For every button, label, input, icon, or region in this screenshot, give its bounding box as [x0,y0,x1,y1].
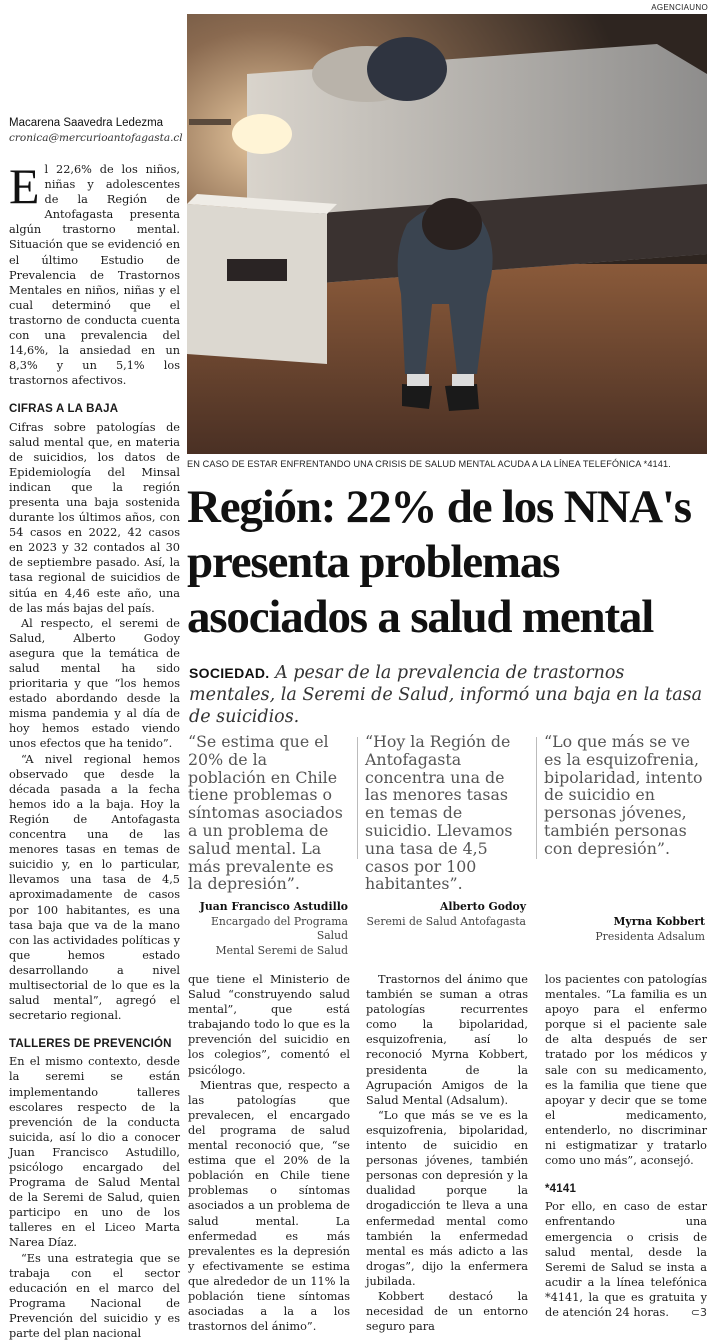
body-paragraph: En el mismo contexto, desde la seremi se están implementando talleres escolares respecto de la prevención de la conducta suicida, así lo dio a conocer Juan Francisco Astudillo, psicólogo encargado del Programa de Salud Mental de la Seremi de Salud, quien participo en uno de los talleres en el Liceo Marta Narea Díaz. [9,1055,180,1250]
quote-name: Alberto Godoy [440,900,526,913]
body-paragraph: Kobbert destacó la necesidad de un entorno seguro para [366,1289,528,1334]
subhead-talleres: TALLERES DE PREVENCIÓN [9,1038,172,1051]
pull-quote-1: “Se estima que el 20% de la población en Chile tiene problemas o síntomas asociados a un problema de salud mental. La más prevalente es la depresión”. [188,732,343,894]
dek [189,662,709,728]
body-paragraph: “Lo que más se ve es la esquizofrenia, bipolaridad, intento de suicidio en personas jóvenes, también personas con depresión y la dualidad porque la drogadicción te lleva a una enfermedad mental como también la enfermedad mental es más adicto a las drogas”, dijo la enfermera jubilada. [366,1108,528,1288]
photo-caption: EN CASO DE ESTAR ENFRENTANDO UNA CRISIS DE SALUD MENTAL ACUDA A LA LÍNEA TELEFÓNICA *4141. [187,459,671,469]
left-column [9,158,180,1341]
bedroom-photo-illustration [187,14,707,454]
body-paragraph: Al respecto, el seremi de Salud, Alberto Godoy asegura que la temática de salud mental ha sido prioritaria y que “los hemos estado abordando desde la misma pandemia y al día de hoy hemos estado viendo unos efectos que ha tenido”. [9,616,180,751]
author-email[interactable]: cronica@mercurioantofagasta.cl [9,132,183,144]
author-name: Macarena Saavedra Ledezma [9,117,164,129]
body-column-3 [366,972,528,1334]
body-paragraph: que tiene el Ministerio de Salud “construyendo salud mental”, que está trabajando todo lo que es la prevención del suicidio en los colegios”, comentó el psicólogo. [188,973,350,1077]
quote-divider [536,737,537,859]
quote-name: Myrna Kobbert [613,915,705,928]
pull-quote-2: “Hoy la Región de Antofagasta concentra una de las menores tasas en temas de suicidio. Llevamos una tasa de 4,5 casos por 100 habitantes”. [365,732,513,894]
body-paragraph: Mientras que, respecto a las patologías que prevalecen, el encargado del programa de salud mental reconoció que, “se estima que el 20% de la población en Chile tiene problemas o síntomas asociados a un problema de salud mental. La enfermedad es más prevalentes es la depresión y efectivamente se estima que alrededor de un 11% la población tiene síntomas asociadas a la a los trastornos del ánimo”. [188,1078,350,1334]
dek-text: A pesar de la prevalencia de trastornos mentales, la Seremi de Salud, informó una baja en la tasa de suicidios. [189,663,703,727]
quote-role: Encargado del Programa Salud [211,914,348,942]
headline: Región: 22% de los NNA's presenta problemas asociados a salud mental [187,481,691,643]
quote-attribution-3 [540,915,705,944]
body-column-2 [188,972,350,1334]
body-paragraph: “Es una estrategia que se trabaja con el sector educación en el marco del Programa Nacional de Prevención del suicidio y es parte del plan nacional [9,1251,180,1341]
body-paragraph: Por ello, en caso de estar enfrentando una emergencia o crisis de salud mental, desde la Seremi de Salud se insta a acudir a la línea telefónica *4141, la que es gratuita y de atención 24 horas. ⊂3 [545,1200,707,1319]
end-mark-icon: ⊂3 [690,1305,707,1319]
quote-role: Seremi de Salud Antofagasta [366,914,526,928]
body-paragraph: “A nivel regional hemos observado que desde la década pasada a la fecha hemos ido a la baja. Hoy la Región de Antofagasta concentra una de las menores tasas en temas de suicidio y, en lo particular, llevamos una tasa de 4,5 aproximadamente de casos por 100 habitantes, es una tasa baja que va de la mano con las actividades políticas y que hemos estado desarrollando a nivel multisectorial de lo que es la salud mental”, agregó el secretario regional. [9,752,180,1023]
body-column-4 [545,972,707,1320]
quote-name: Juan Francisco Astudillo [199,900,348,913]
quote-role: Presidenta Adsalum [595,929,705,943]
article-photo [187,14,707,454]
quote-divider [357,737,358,859]
photo-credit: AGENCIAUNO [651,3,708,12]
quote-attribution-2 [361,900,526,929]
dropcap: E [9,158,40,214]
byline [9,117,183,144]
section-tag: SOCIEDAD. [189,665,270,681]
quote-attribution-1 [183,900,348,958]
subhead-cifras: CIFRAS A LA BAJA [9,403,119,416]
subhead-4141: *4141 [545,1183,577,1196]
intro-paragraph: El 22,6% de los niños, niñas y adolescentes de la Región de Antofagasta presenta algún trastorno mental. Situación que se evidenció en el último Estudio de Prevalencia de Trastornos Mentales en niños, niñas y el cual determinó que el trastorno de conducta cuenta con una prevalencia del 14,6%, la ansiedad en un 8,3% y un 5,1% los trastornos afectivos. [9,158,180,388]
body-paragraph: los pacientes con patologías mentales. “La familia es un apoyo para el enfermo porque si el paciente sale de alta después de ser tratado por los médicos y sale con su medicamento, es la familia que tiene que apoyar y decir que se tome el medicamento, entenderlo, no discriminar ni estigmatizar y tratarlo como uno más”, aconsejó. [545,973,707,1168]
pull-quote-3: “Lo que más se ve es la esquizofrenia, bipolaridad, intento de suicidio en personas jóvenes, también personas con depresión”. [544,732,703,858]
quote-role: Mental Seremi de Salud [215,943,348,957]
body-paragraph: Trastornos del ánimo que también se suman a otras patologías recurrentes como la bipolaridad, esquizofrenia, así lo reconoció Myrna Kobbert, presidenta de la Agrupación Amigos de la Salud Mental (Adsalum). [366,973,528,1107]
body-paragraph: Cifras sobre patologías de salud mental que, en materia de suicidios, los datos de Epidemiología del Minsal indican que la región presenta una baja sostenida durante los últimos años, con 54 casos en 2022, 42 casos en 2023 y 32 contados al 30 de septiembre pasado. Así, la tasa regional de suicidios de sitúa en 4,46 este año, una de las más bajas del país. [9,420,180,615]
